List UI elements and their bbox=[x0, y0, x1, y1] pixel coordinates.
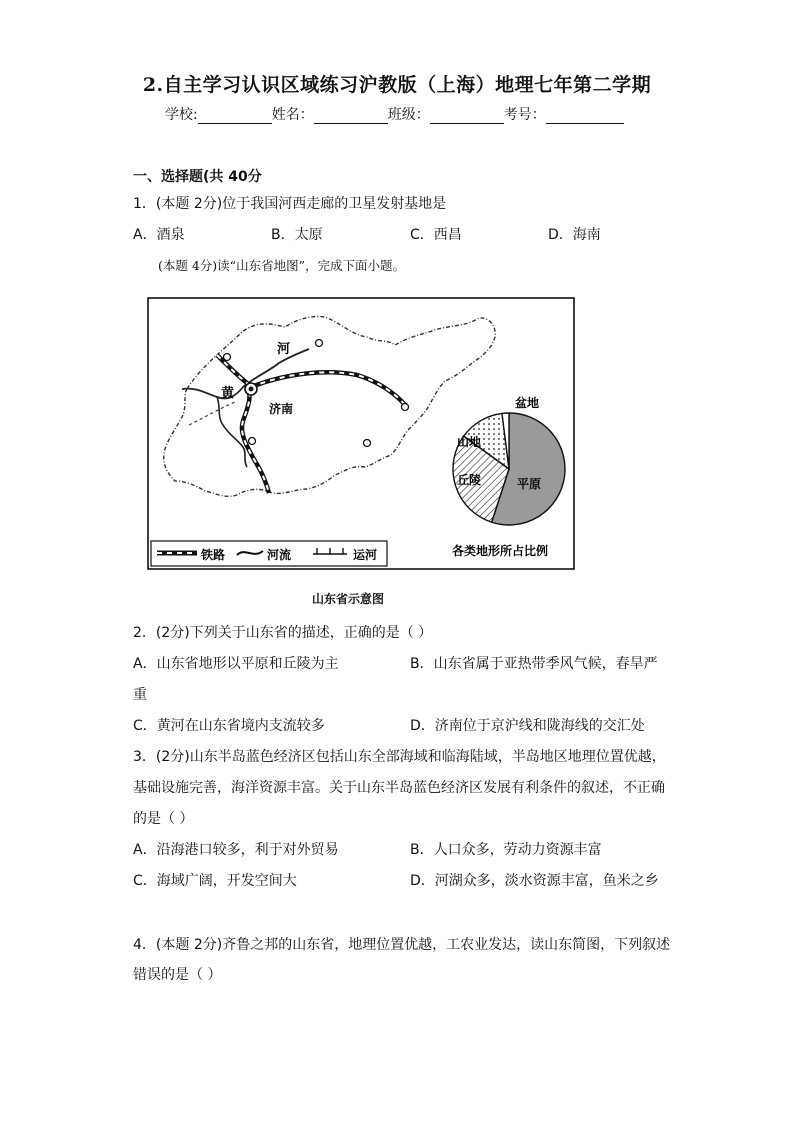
name-label: 姓名： bbox=[271, 107, 314, 123]
student-info-row bbox=[165, 104, 624, 124]
label-he: 河 bbox=[277, 342, 291, 357]
question-4-line2: 错误的是（ ） bbox=[133, 967, 222, 983]
page-title: 2.自主学习认识区域练习沪教版（上海）地理七年第二学期 bbox=[142, 74, 652, 96]
pie-label-mountain: 山地 bbox=[457, 435, 482, 449]
section-heading: 一、选择题(共 40分 bbox=[133, 169, 262, 185]
school-label: 学校: bbox=[165, 107, 198, 123]
name-blank bbox=[314, 109, 388, 124]
q3-option-c: C．海域广阔，开发空间大 bbox=[133, 873, 297, 889]
city-dot bbox=[224, 354, 231, 361]
city-dot bbox=[364, 440, 371, 447]
q1-option-a: A．酒泉 bbox=[133, 227, 185, 243]
legend-river-label: 河流 bbox=[267, 548, 292, 562]
question-3-line3: 的是（ ） bbox=[133, 811, 194, 827]
pie-label-plain: 平原 bbox=[517, 477, 542, 491]
q2-option-a: A．山东省地形以平原和丘陵为主 bbox=[133, 656, 339, 672]
city-dot bbox=[402, 404, 409, 411]
legend-canal-label: 运河 bbox=[353, 548, 378, 562]
question-4-line1: 4．(本题 2分)齐鲁之邦的山东省，地理位置优越，工农业发达，读山东简图，下列叙述 bbox=[133, 937, 671, 953]
question-3-line1: 3．(2分)山东半岛蓝色经济区包括山东全部海域和临海陆域，半岛地区地理位置优越， bbox=[133, 749, 666, 765]
q3-option-a: A．沿海港口较多，利于对外贸易 bbox=[133, 842, 339, 858]
label-jinan: 济南 bbox=[269, 402, 294, 416]
q3-option-d: D．河湖众多，淡水资源丰富，鱼米之乡 bbox=[410, 873, 659, 889]
city-dot bbox=[249, 438, 256, 445]
question-1-stem: 1．(本题 2分)位于我国河西走廊的卫星发射基地是 bbox=[133, 196, 447, 212]
question-3-line2: 基础设施完善，海洋资源丰富。关于山东半岛蓝色经济区发展有利条件的叙述，不正确 bbox=[133, 780, 665, 796]
q2-option-c: C．黄河在山东省境内支流较多 bbox=[133, 718, 325, 734]
q1-option-c: C．西昌 bbox=[410, 227, 462, 243]
label-huang: 黄 bbox=[221, 386, 235, 401]
number-label: 考号： bbox=[503, 107, 546, 123]
shandong-map-figure bbox=[147, 297, 575, 570]
pie-label-basin: 盆地 bbox=[515, 396, 540, 410]
class-label: 班级： bbox=[387, 107, 430, 123]
group-intro: (本题 4分)读“山东省地图”，完成下面小题。 bbox=[158, 258, 405, 273]
map-caption: 山东省示意图 bbox=[312, 592, 385, 606]
shandong-map-svg bbox=[147, 297, 575, 570]
number-blank bbox=[546, 109, 624, 124]
class-blank bbox=[430, 109, 504, 124]
school-blank bbox=[198, 109, 272, 124]
q3-option-b: B．人口众多，劳动力资源丰富 bbox=[410, 842, 602, 858]
q1-option-d: D．海南 bbox=[548, 227, 601, 243]
q2-option-b-line2: 重 bbox=[133, 687, 147, 703]
legend-railway-label: 铁路 bbox=[201, 548, 226, 562]
terrain-pie-chart bbox=[453, 413, 565, 525]
pie-label-hill: 丘陵 bbox=[457, 473, 482, 487]
city-dot bbox=[316, 340, 323, 347]
q2-option-d: D．济南位于京沪线和陇海线的交汇处 bbox=[410, 718, 645, 734]
q1-option-b: B．太原 bbox=[271, 227, 323, 243]
question-2-stem: 2．(2分)下列关于山东省的描述，正确的是（ ） bbox=[133, 625, 433, 641]
q2-option-b-line1: B．山东省属于亚热带季风气候，春旱严 bbox=[410, 656, 658, 672]
pie-title: 各类地形所占比例 bbox=[452, 544, 549, 558]
